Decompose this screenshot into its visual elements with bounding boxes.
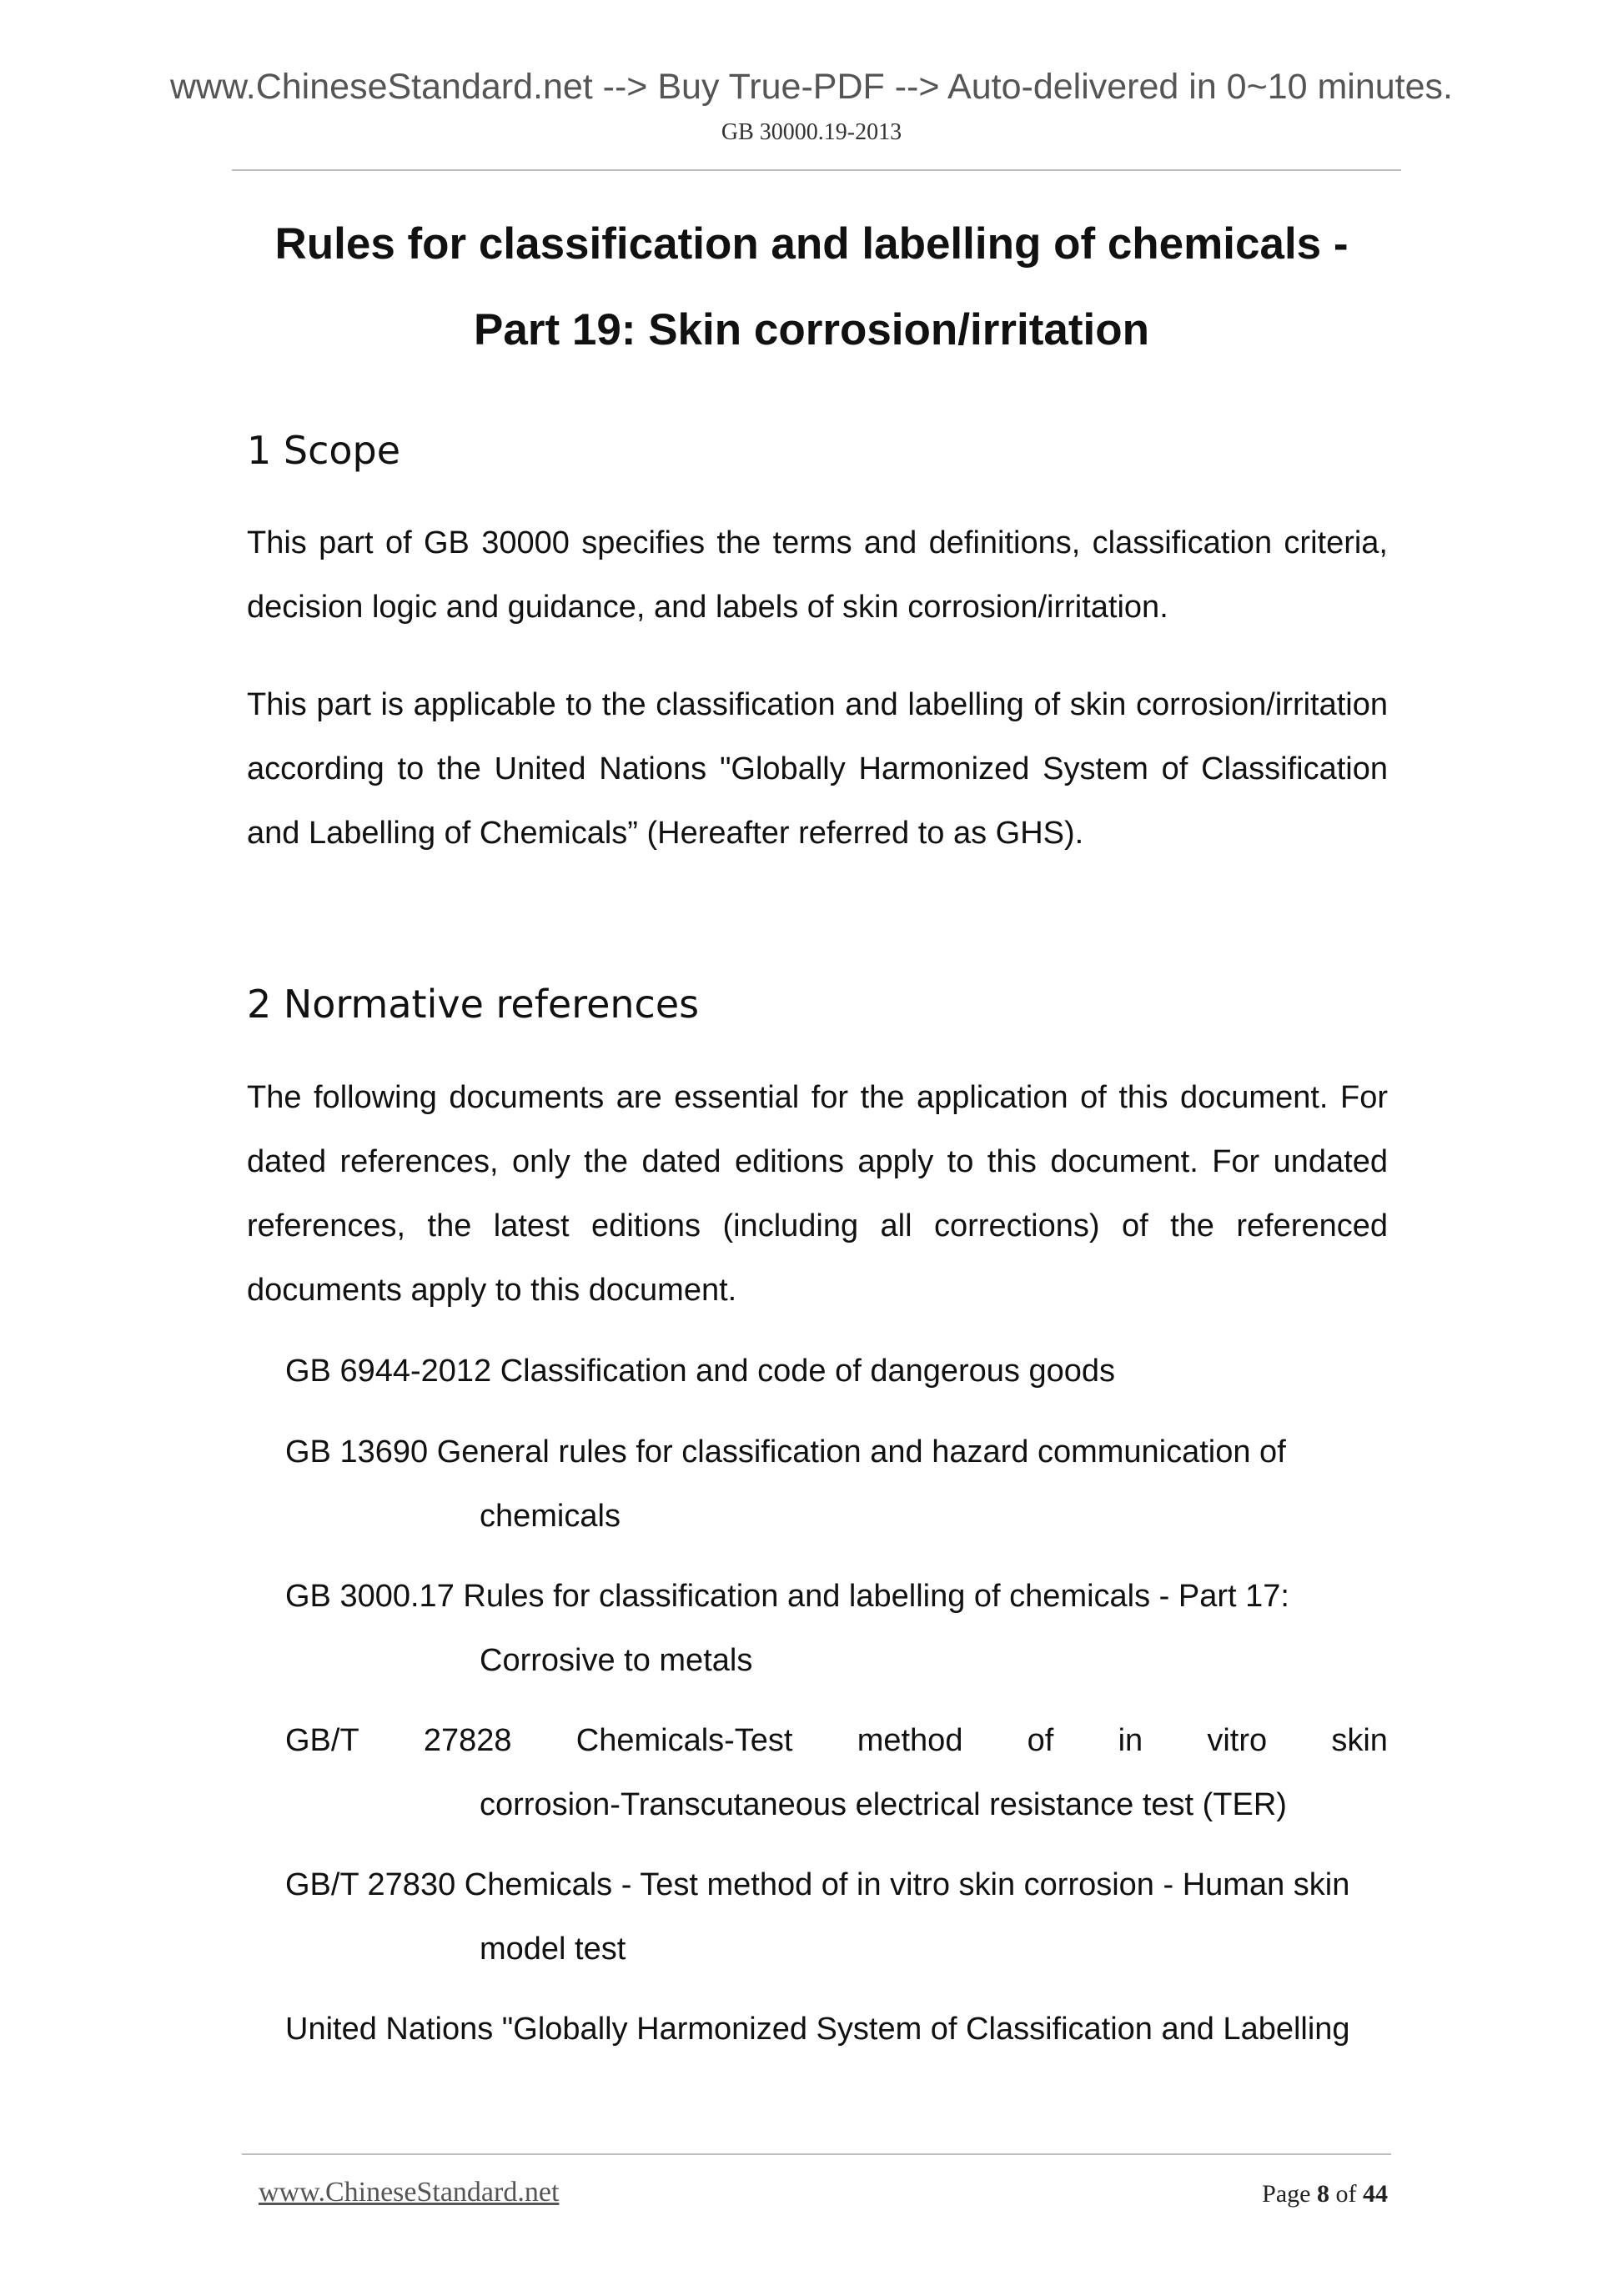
- reference-line: GB/T 27830 Chemicals - Test method of in vitro skin corrosion - Human skin: [285, 1867, 1350, 1902]
- standard-code: GB 30000.19-2013: [721, 119, 902, 145]
- reference-item: [285, 1853, 1388, 1982]
- reference-word: method: [857, 1723, 963, 1758]
- footer-divider: [242, 2153, 1391, 2155]
- reference-item: [285, 1565, 1388, 1693]
- reference-word: Chemicals-Test: [575, 1723, 793, 1758]
- reference-word: skin: [1331, 1723, 1388, 1758]
- reference-line: [285, 1709, 1388, 1773]
- reference-line: GB 6944-2012 Classification and code of dangerous goods: [285, 1354, 1116, 1389]
- page-number: 8: [1317, 2180, 1329, 2208]
- normative-references-paragraph: The following documents are essential for the application of this document. For dated references, only the dated editions apply to this document. For undated references, the latest editions (including all corrections) of the referenced documents apply to this document.: [247, 1080, 1388, 1308]
- header-divider: [232, 169, 1401, 171]
- reference-word: GB/T: [285, 1723, 359, 1758]
- reference-continuation: corrosion-Transcutaneous electrical resistance test (TER): [480, 1787, 1287, 1822]
- reference-item: [285, 1420, 1388, 1549]
- reference-line: GB 13690 General rules for classification and hazard communication of: [285, 1434, 1286, 1470]
- reference-line: United Nations "Globally Harmonized System of Classification and Labelling: [285, 2012, 1350, 2047]
- reference-word: in: [1118, 1723, 1143, 1758]
- page-total: 44: [1363, 2180, 1388, 2208]
- reference-line: GB 3000.17 Rules for classification and labelling of chemicals - Part 17:: [285, 1579, 1289, 1614]
- document-title-line1: Rules for classification and labelling of chemicals -: [274, 219, 1349, 269]
- reference-continuation: Corrosive to metals: [480, 1643, 753, 1678]
- scope-paragraph-1: This part of GB 30000 specifies the terms and definitions, classification criteria, decision logic and guidance, and labels of skin corrosion/irritation.: [247, 525, 1388, 625]
- page-prefix: Page: [1262, 2180, 1311, 2208]
- footer-website-link[interactable]: www.ChineseStandard.net: [259, 2177, 560, 2208]
- reference-continuation: model test: [480, 1932, 626, 1967]
- scope-paragraph-2: This part is applicable to the classification and labelling of skin corrosion/irritation according to the United Nations "Globally Harmonized System of Classification and Labelling of Chemicals” (Hereafter referred to as GHS).: [247, 687, 1388, 851]
- reference-continuation: chemicals: [480, 1499, 621, 1534]
- header-banner[interactable]: www.ChineseStandard.net --> Buy True-PDF --> Auto-delivered in 0~10 minutes.: [169, 67, 1453, 107]
- reference-item: [285, 1997, 1388, 2062]
- page-indicator: [1262, 2180, 1388, 2208]
- reference-item: [285, 1709, 1388, 1837]
- section-heading-scope: 1 Scope: [247, 428, 401, 473]
- reference-word: vitro: [1207, 1723, 1268, 1758]
- reference-item: [285, 1339, 1388, 1404]
- section-heading-normative-references: 2 Normative references: [247, 982, 700, 1027]
- reference-word: of: [1027, 1723, 1054, 1758]
- document-title-line2: Part 19: Skin corrosion/irritation: [474, 305, 1149, 354]
- reference-word: 27828: [423, 1723, 512, 1758]
- page-of: of: [1335, 2180, 1357, 2208]
